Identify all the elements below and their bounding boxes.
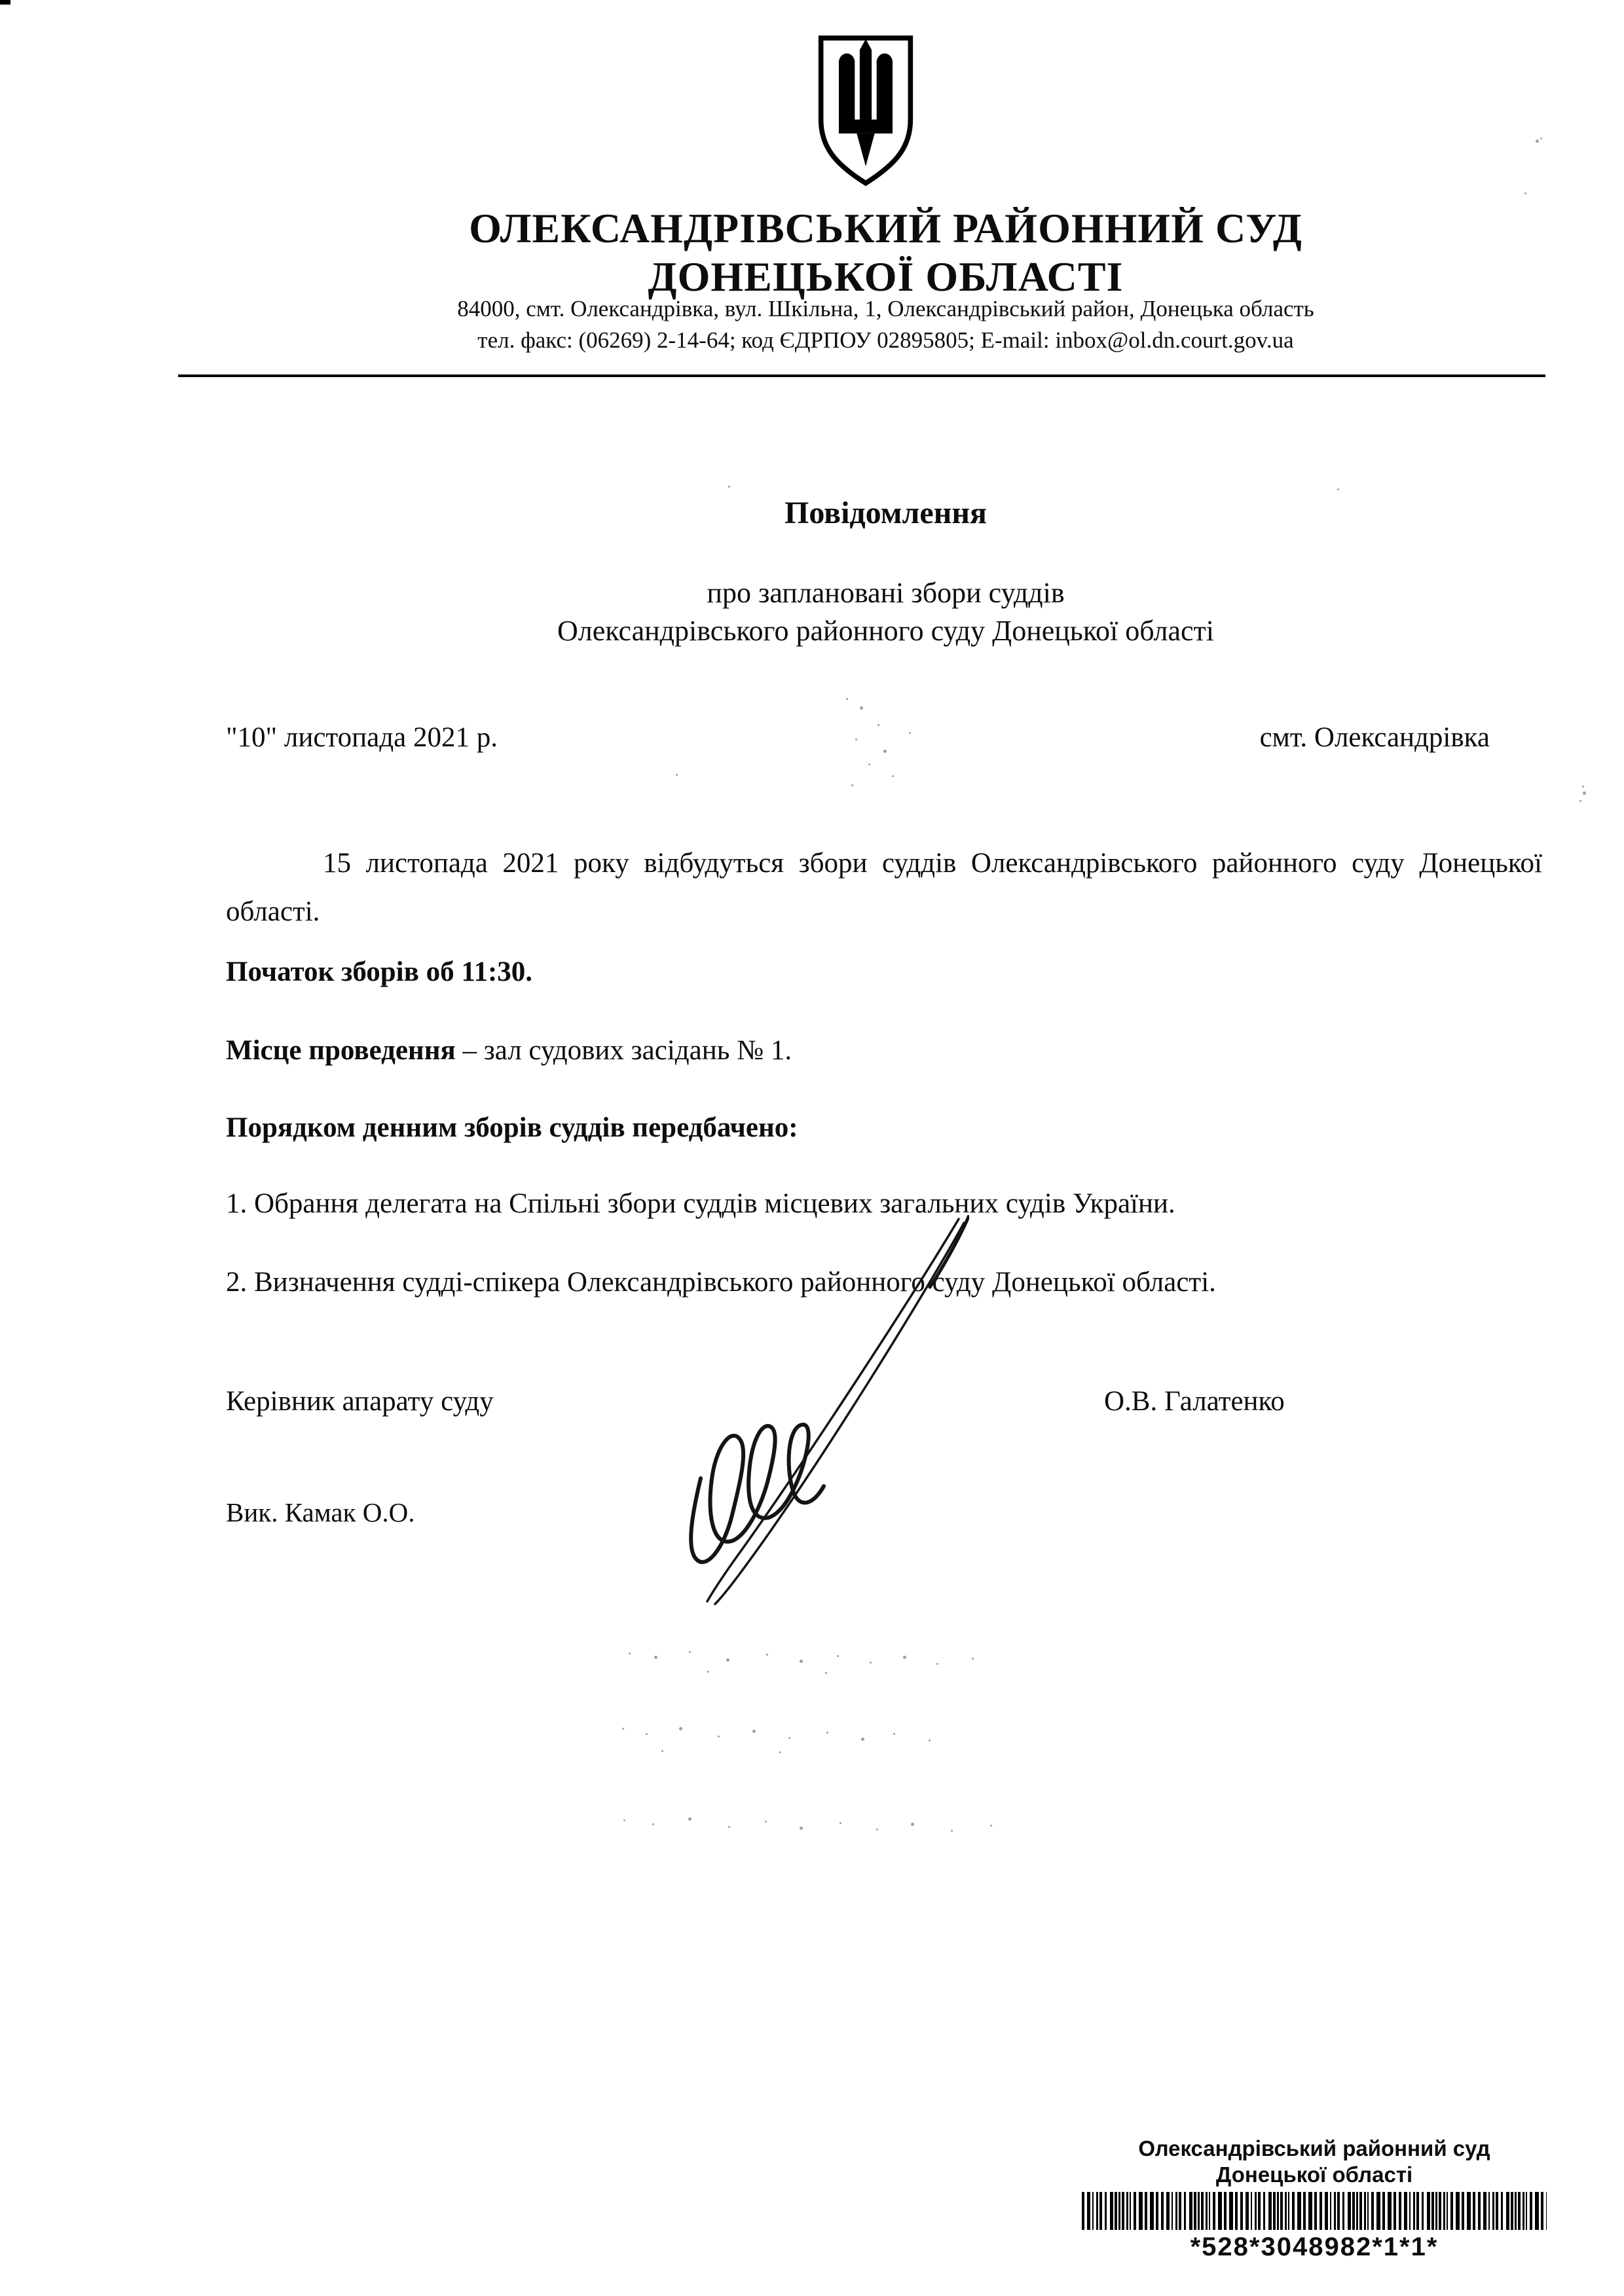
meeting-place-label: Місце проведення — [226, 1035, 456, 1066]
scan-noise — [629, 1652, 631, 1654]
barcode — [1082, 2192, 1547, 2230]
document-settlement: смт. Олександрівка — [1259, 722, 1490, 753]
barcode-number: *528*3048982*1*1* — [1190, 2232, 1439, 2261]
court-name-line1: ОЛЕКСАНДРІВСЬКИЙ РАЙОННИЙ СУД — [469, 205, 1302, 251]
scan-noise — [622, 1728, 624, 1730]
court-address: 84000, смт. Олександрівка, вул. Шкільна, 1, Олександрівський район, Донецька область — [457, 296, 1314, 321]
document-subtitle-line2: Олександрівського районного суду Донецької області — [557, 615, 1215, 647]
scan-noise — [846, 698, 848, 700]
document-title: Повідомлення — [784, 496, 987, 530]
court-contacts: тел. факс: (06269) 2-14-64; код ЄДРПОУ 02895805; E-mail: inbox@ol.dn.court.gov.ua — [477, 327, 1294, 353]
body-paragraph: 15 листопада 2021 року відбудуться збори суддів Олександрівського районного суду Донецької області. — [226, 848, 1542, 927]
signer-position-label: Керівник апарату суду — [226, 1386, 494, 1417]
date-place-row — [226, 721, 1490, 754]
footer-court-stamp — [1082, 2136, 1547, 2188]
signer-name: О.В. Галатенко — [1104, 1386, 1285, 1417]
meeting-start-line: Початок зборів об 11:30. — [226, 957, 533, 987]
scan-artifact — [0, 0, 10, 5]
scan-noise — [1540, 137, 1542, 139]
scan-noise — [728, 486, 730, 488]
agenda-item-2: 2. Визначення судді-спікера Олександрівського районного суду Донецької області. — [226, 1267, 1216, 1298]
executor-line: Вик. Камак О.О. — [226, 1497, 415, 1527]
meeting-place-value: – зал судових засідань № 1. — [455, 1035, 792, 1066]
document-subtitle-line1: про заплановані збори суддів — [707, 577, 1065, 609]
meeting-place-line — [226, 1034, 792, 1066]
scan-noise — [623, 1819, 625, 1821]
footer-court-name-line1: Олександрівський районний суд — [1138, 2136, 1490, 2160]
document-date: "10" листопада 2021 р. — [226, 722, 498, 753]
scan-noise — [1582, 786, 1584, 788]
trident-emblem-icon — [814, 34, 917, 191]
agenda-item-1: 1. Обрання делегата на Спільні збори суддів місцевих загальних судів України. — [226, 1188, 1175, 1219]
agenda-heading: Порядком денним зборів суддів передбачено: — [226, 1112, 798, 1143]
court-name-line2: ДОНЕЦЬКОЇ ОБЛАСТІ — [648, 253, 1124, 300]
footer-court-name-line2: Донецької області — [1215, 2162, 1413, 2187]
letterhead-divider — [178, 374, 1545, 377]
